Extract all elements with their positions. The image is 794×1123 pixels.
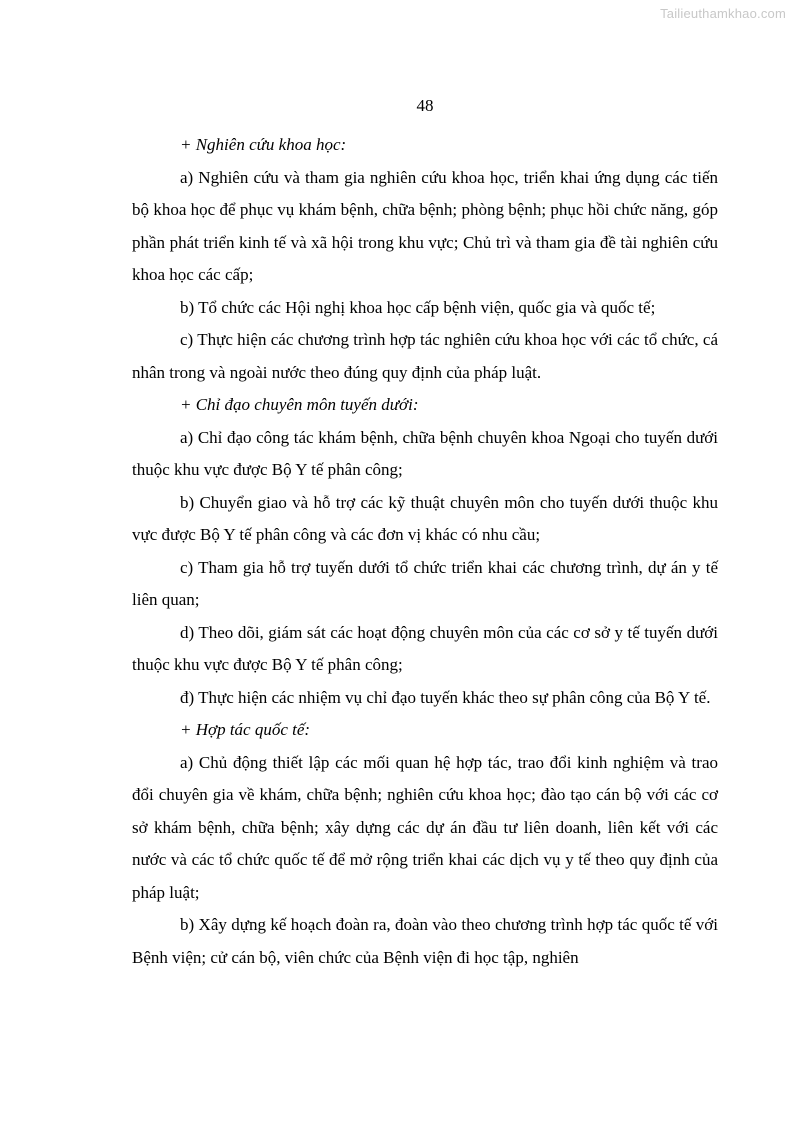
paragraph: b) Xây dựng kế hoạch đoàn ra, đoàn vào theo chương trình hợp tác quốc tế với Bệnh viện; cử cán bộ, viên chức của Bệnh viện đi học tập, nghiên [132, 915, 718, 967]
paragraph: a) Chủ động thiết lập các mối quan hệ hợp tác, trao đổi kinh nghiệm và trao đổi chuyên gia về khám, chữa bệnh; nghiên cứu khoa học; đào tạo cán bộ với các cơ sở khám bệnh, chữa bệnh; xây dựng các dự án đầu tư liên doanh, liên kết với các nước và các tổ chức quốc tế để mở rộng triển khai các dịch vụ y tế theo quy định của pháp luật; [132, 752, 718, 902]
section-heading-research: + Nghiên cứu khoa học: [180, 135, 347, 154]
paragraph: b) Tổ chức các Hội nghị khoa học cấp bệnh viện, quốc gia và quốc tế; [180, 297, 656, 317]
section-heading-international: + Hợp tác quốc tế: [180, 720, 311, 739]
page-number: 48 [416, 96, 434, 115]
section-heading-guidance: + Chỉ đạo chuyên môn tuyến dưới: [180, 395, 419, 414]
paragraph: đ) Thực hiện các nhiệm vụ chỉ đạo tuyến khác theo sự phân công của Bộ Y tế. [180, 687, 711, 707]
paragraph: b) Chuyển giao và hỗ trợ các kỹ thuật chuyên môn cho tuyến dưới thuộc khu vực được Bộ Y tế phân công và các đơn vị khác có nhu cầu; [132, 492, 718, 544]
document-body [132, 129, 718, 974]
paragraph: d) Theo dõi, giám sát các hoạt động chuyên môn của các cơ sở y tế tuyến dưới thuộc khu vực được Bộ Y tế phân công; [132, 622, 718, 674]
paragraph: a) Nghiên cứu và tham gia nghiên cứu khoa học, triển khai ứng dụng các tiến bộ khoa học để phục vụ khám bệnh, chữa bệnh; phòng bệnh; phục hồi chức năng, góp phần phát triển kinh tế và xã hội trong khu vực; Chủ trì và tham gia đề tài nghiên cứu khoa học các cấp; [132, 167, 718, 284]
paragraph: a) Chỉ đạo công tác khám bệnh, chữa bệnh chuyên khoa Ngoại cho tuyến dưới thuộc khu vực được Bộ Y tế phân công; [132, 427, 718, 479]
watermark-text: Tailieuthamkhao.com [660, 6, 786, 21]
paragraph: c) Thực hiện các chương trình hợp tác nghiên cứu khoa học với các tổ chức, cá nhân trong và ngoài nước theo đúng quy định của pháp luật. [132, 330, 718, 382]
paragraph: c) Tham gia hỗ trợ tuyến dưới tổ chức triển khai các chương trình, dự án y tế liên quan; [132, 557, 718, 609]
